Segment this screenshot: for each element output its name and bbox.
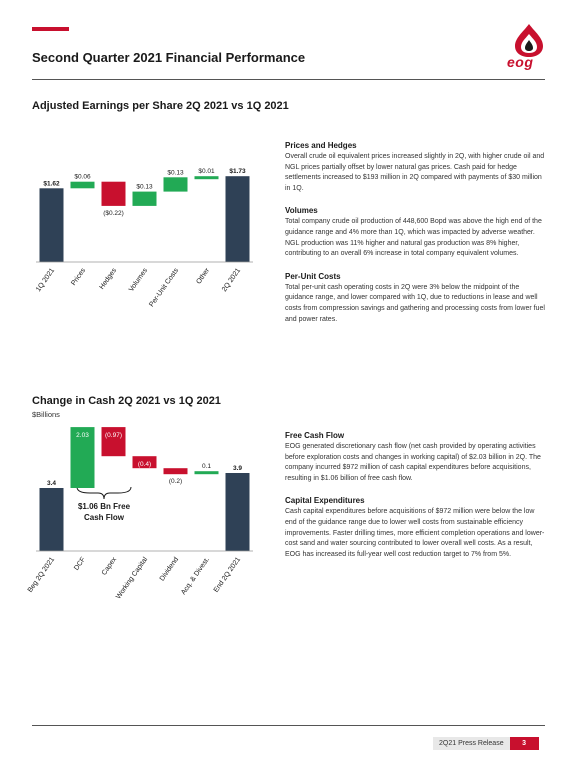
data-label: 3.4 <box>46 480 57 487</box>
category-label: End 2Q 2021 <box>212 556 243 594</box>
note-body: Total per-unit cash operating costs in 2Q were 3% below the midpoint of the guidance range, and lower compared with 1Q, due to reductions in lease and well costs from compression savings and gathering and processing costs from lower fuel and power rates. <box>285 283 545 323</box>
page-number: 3 <box>510 737 539 750</box>
note-body: Cash capital expenditures before acquisitions of $972 million were below the low end of the guidance range due to lower well costs from sustainable efficiency improvements. Faster drilling times, more efficient completion operations and lower-cost sand and water sourcing contributed to lower overall well costs. As a result, EOG has increased its full-year well cost reduction target to 7% from 5%. <box>285 508 545 558</box>
cash-section-title: Change in Cash 2Q 2021 vs 1Q 2021 <box>32 395 221 407</box>
logo-wordmark: eog <box>507 54 534 70</box>
free-cash-flow-brace <box>77 487 131 499</box>
data-label: 0.1 <box>201 463 212 471</box>
note-heading: Volumes <box>285 206 318 216</box>
note-heading: Per-Unit Costs <box>285 271 341 281</box>
category-label: Other <box>195 267 212 286</box>
bar-dividend <box>164 468 188 474</box>
footer-divider <box>32 725 545 726</box>
category-label: Beg 2Q 2021 <box>26 556 57 594</box>
notes-bottom <box>285 431 547 572</box>
eps-waterfall-chart <box>32 140 257 330</box>
bar-2q-2021 <box>226 176 250 262</box>
footer <box>433 737 539 750</box>
category-label: Per-Unit Costs <box>148 267 181 309</box>
category-label: Acq. & Divest. <box>180 556 212 597</box>
category-label: Capex <box>100 556 119 577</box>
cash-section-unit: $Billions <box>32 410 60 419</box>
data-label: (0.2) <box>168 478 183 486</box>
bar-prices <box>71 182 95 189</box>
bar-1q-2021 <box>40 188 64 262</box>
data-label: (0.4) <box>137 461 152 469</box>
note-heading: Capital Expenditures <box>285 496 365 506</box>
data-label: 2.03 <box>76 432 89 440</box>
data-label: $0.13 <box>136 183 153 191</box>
note-body: Overall crude oil equivalent prices increased slightly in 2Q, with higher crude oil and NGL prices partially offset by lower natural gas prices. Cash paid for hedge settlements increased to $193 million in 2Q compared with payments of $30 million in 1Q. <box>285 153 545 192</box>
note-body: EOG generated discretionary cash flow (net cash provided by operating activities before exploration costs and changes in working capital) of $2.03 billion in 2Q. The company incurred $972 million of cash capital expenditures before acquisitions, resulting in $1.06 billion of free cash flow. <box>285 443 541 482</box>
bar-other <box>195 176 219 179</box>
bar-acq-divest- <box>195 471 219 474</box>
notes-top <box>285 141 547 337</box>
note-free-cash-flow <box>285 431 547 484</box>
data-label: $0.13 <box>167 169 184 177</box>
bar-volumes <box>133 192 157 206</box>
data-label: 3.9 <box>232 465 243 472</box>
data-label: $1.62 <box>43 180 60 188</box>
cash-waterfall-chart <box>26 425 257 615</box>
category-label: Hedges <box>98 267 119 291</box>
header-divider <box>32 79 545 80</box>
note-per-unit-costs <box>285 272 547 325</box>
note-capital-expenditures <box>285 496 547 560</box>
free-cash-flow-annotation: $1.06 Bn Free <box>77 502 131 511</box>
category-label: 2Q 2021 <box>220 267 243 294</box>
category-label: 1Q 2021 <box>34 267 57 294</box>
category-label: Prices <box>70 267 88 288</box>
category-label: DCF <box>73 556 88 572</box>
data-label: ($0.22) <box>103 209 124 217</box>
data-label: $0.06 <box>74 173 91 181</box>
note-prices-hedges <box>285 141 547 194</box>
note-body: Total company crude oil production of 448,600 Bopd was above the high end of the guidance range and 4% more than 1Q, which was impacted by adverse weather. NGL production was 11% higher and natural gas production was 8% higher, contributing to an overall 6% increase in total company equivalent volumes. <box>285 218 542 258</box>
eps-section-title: Adjusted Earnings per Share 2Q 2021 vs 1Q 2021 <box>32 100 289 112</box>
category-label: Dividend <box>158 556 181 583</box>
bar-beg-2q-2021 <box>40 488 64 551</box>
category-label: Volumes <box>127 267 150 294</box>
bar-hedges <box>102 182 126 206</box>
bar-per-unit-costs <box>164 177 188 191</box>
footer-label: 2Q21 Press Release <box>433 737 510 750</box>
note-heading: Prices and Hedges <box>285 141 357 150</box>
note-volumes <box>285 206 547 259</box>
data-label: $0.01 <box>198 168 215 176</box>
free-cash-flow-annotation: Cash Flow <box>83 513 125 522</box>
category-label: Working Capital <box>115 556 150 601</box>
page-title: Second Quarter 2021 Financial Performance <box>32 50 306 65</box>
bar-end-2q-2021 <box>226 473 250 551</box>
note-heading: Free Cash Flow <box>285 431 345 440</box>
data-label: (0.97) <box>105 432 122 440</box>
data-label: $1.73 <box>229 168 246 176</box>
header-accent-bar <box>32 27 69 31</box>
